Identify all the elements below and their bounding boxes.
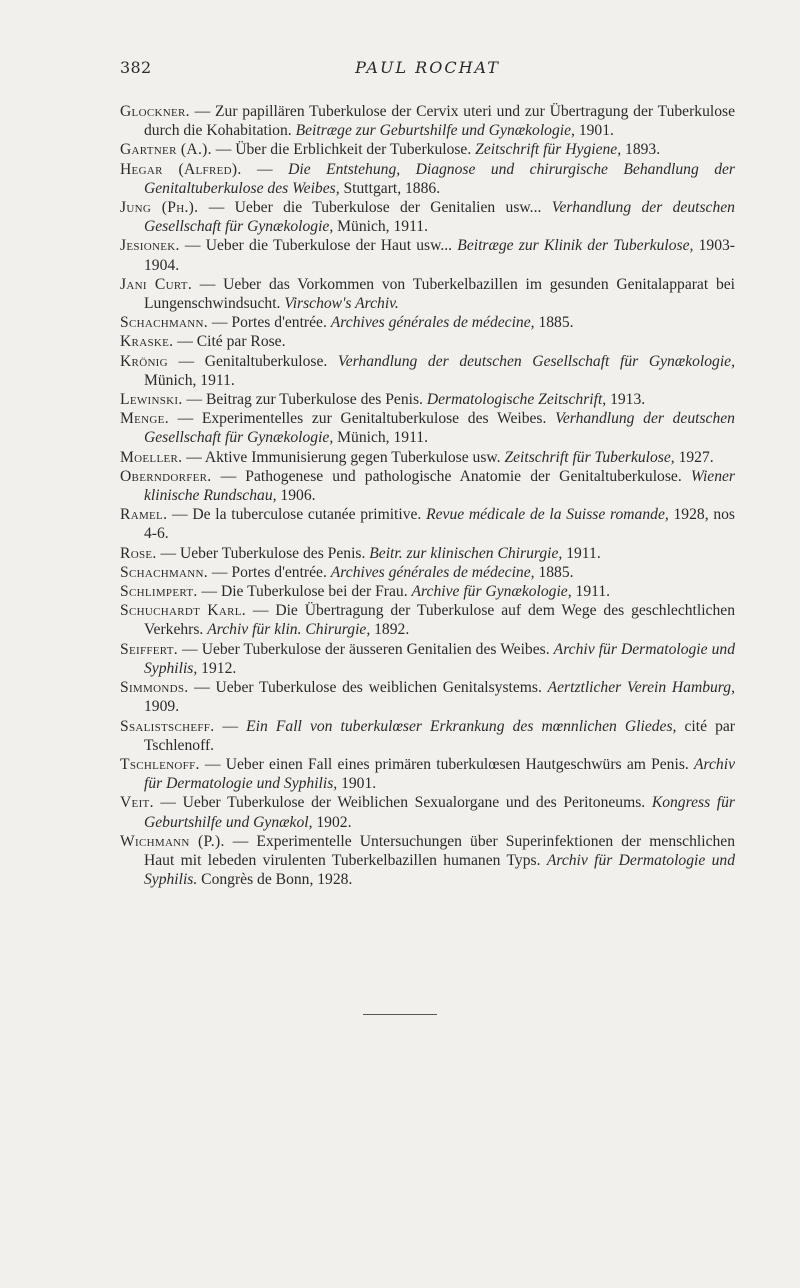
entry-details: Münich, 1911. — [144, 371, 235, 389]
bibliography-entry — [120, 160, 735, 198]
entry-source: Verhandlung der deutschen Gesellschaft für Gynækologie, — [144, 410, 735, 447]
entry-source: Archiv für Dermatologie und Syphilis, — [144, 755, 735, 793]
entry-source: Archiv für Dermatologie und Syphilis, — [144, 640, 735, 677]
entry-title: — Aktive Immunisierung gegen Tuberkulose usw. — [182, 448, 505, 466]
bibliography-entry — [120, 275, 735, 313]
entry-author: Schachmann. — [120, 563, 208, 581]
entry-title: — Portes d'entrée. — [208, 314, 331, 332]
page-header — [120, 58, 735, 82]
entry-author: Rose. — [120, 544, 157, 562]
entry-source: Wiener klinische Rundschau, — [144, 467, 735, 505]
entry-author: Menge. — [120, 410, 169, 428]
bibliography-entry — [120, 313, 735, 332]
entry-source: Archiv für klin. Chirurgie, — [207, 621, 371, 639]
entry-author: Jung (Ph.). — [120, 199, 199, 217]
bibliography-entry — [120, 505, 735, 543]
bibliography-entry — [120, 409, 735, 447]
entry-details: 1885. — [534, 314, 574, 332]
entry-details: Münich, 1911. — [333, 218, 428, 236]
entry-details: cité par Tschlenoff. — [144, 717, 736, 754]
bibliography-entry — [120, 755, 735, 793]
entry-details: 1912. — [197, 659, 237, 677]
entry-source: Archives générales de médecine, — [330, 314, 535, 332]
bibliography-entry — [120, 102, 735, 140]
entry-details: 1893. — [621, 141, 661, 159]
entry-author: Gartner (A.). — [120, 141, 212, 159]
entry-author: Moeller. — [120, 448, 183, 466]
entry-details: 1911. — [571, 583, 611, 601]
end-rule — [363, 1014, 437, 1015]
entry-details: 1901. — [337, 775, 377, 793]
entry-title: — Ueber das Vorkommen von Tuberkelbazillen im gesunden Genitalapparat bei Lungenschwindsucht. — [144, 275, 735, 313]
bibliography-entry — [120, 448, 735, 467]
bibliography-entry — [120, 544, 735, 563]
entry-author: Schlimpert. — [120, 583, 198, 601]
entry-source: Archive für Gynækologie, — [411, 583, 572, 601]
entry-source: Verhandlung der deutschen Gesellschaft für Gynækologie, — [337, 352, 735, 370]
entry-details: 1901. — [574, 122, 614, 140]
entry-title: — Ueber Tuberkulose des weiblichen Genitalsystems. — [188, 679, 548, 697]
entry-author: Seiffert. — [120, 640, 179, 658]
entry-source: Ein Fall von tuberkulœser Erkrankung des mœnnlichen Gliedes, — [246, 717, 677, 735]
entry-source: Beitræge zur Klinik der Tuberkulose, — [457, 237, 694, 255]
entry-title: — Die Übertragung der Tuberkulose auf dem Wege des geschlechtlichen Verkehrs. — [144, 602, 735, 639]
entry-title: — Die Tuberkulose bei der Frau. — [197, 583, 412, 601]
entry-details: 1911. — [562, 544, 601, 562]
entry-details: Münich, 1911. — [333, 429, 428, 447]
entry-source: Archives générales de médecine, — [330, 563, 535, 581]
entry-source: Virschow's Archiv. — [284, 295, 399, 313]
entry-title: — Experimentelles zur Genitaltuberkulose des Weibes. — [168, 410, 556, 428]
entry-details: 1892. — [370, 621, 410, 639]
entry-title: — Über die Erblichkeit der Tuberkulose. — [211, 141, 476, 159]
bibliography-entry — [120, 236, 735, 274]
entry-author: Jani Curt. — [120, 275, 193, 293]
entry-source: Aertztlicher Verein Hamburg, — [547, 679, 735, 697]
entry-author: Schuchardt Karl. — [120, 602, 246, 620]
bibliography-entry — [120, 601, 735, 639]
entry-title: — Portes d'entrée. — [208, 563, 331, 581]
entry-title: — Ueber Tuberkulose der äusseren Genitalien des Weibes. — [178, 640, 554, 658]
entry-source: Zeitschrift für Hygiene, — [475, 141, 622, 159]
bibliography-entry — [120, 793, 735, 831]
entry-title: — — [241, 160, 289, 178]
entry-source: Verhandlung der deutschen Gesellschaft für Gynækologie, — [144, 199, 735, 236]
entry-author: Kraske. — [120, 333, 174, 351]
entry-title: — — [214, 717, 247, 735]
entry-author: Jesionek. — [120, 237, 180, 255]
entry-title: — Ueber die Tuberkulose der Haut usw... — [179, 237, 458, 255]
entry-author: Wichmann (P.). — [120, 832, 225, 850]
entry-details: Congrès de Bonn, 1928. — [197, 871, 353, 889]
entry-details: 1885. — [534, 563, 574, 581]
entry-title: — Beitrag zur Tuberkulose des Penis. — [182, 391, 427, 409]
entry-details: 1913. — [606, 391, 646, 409]
entry-details: 1902. — [312, 813, 352, 831]
entry-author: Simmonds. — [120, 679, 189, 697]
entry-title: — Genitaltuberkulose. — [167, 352, 338, 370]
entry-source: Zeitschrift für Tuberkulose, — [504, 448, 675, 466]
entry-title: — Ueber Tuberkulose der Weiblichen Sexualorgane und des Peritoneums. — [153, 794, 652, 812]
entry-title: — Experimentelle Untersuchungen über Superinfektionen der menschlichen Haut mit lebeden virulenten Tuberkelbazillen humanen Typs. — [144, 832, 736, 869]
entry-author: Tschlenoff. — [120, 755, 200, 773]
entry-source: Dermatologische Zeitschrift, — [426, 391, 607, 409]
entry-author: Ramel. — [120, 506, 168, 524]
bibliography-entry — [120, 352, 735, 390]
entry-title: — Ueber die Tuberkulose der Genitalien usw... — [198, 199, 552, 217]
entry-title: — Cité par Rose. — [173, 333, 286, 351]
entry-title: — Ueber einen Fall eines primären tuberkulœsen Hautgeschwürs am Penis. — [199, 755, 694, 773]
entry-author: Oberndorfer. — [120, 467, 212, 485]
entry-author: Krönig — [120, 352, 168, 370]
bibliography-entry — [120, 678, 735, 716]
entry-details: 1927. — [674, 448, 714, 466]
entry-source: Beitræge zur Geburtshilfe und Gynækologie, — [295, 122, 575, 140]
entry-source: Revue médicale de la Suisse romande, — [426, 506, 669, 524]
bibliography-entry — [120, 390, 735, 409]
entry-source: Kongress für Geburtshilfe und Gynækol, — [144, 794, 735, 831]
entry-author: Glockner. — [120, 103, 190, 120]
entry-source: Die Entstehung, Diagnose und chirurgische Behandlung der Genitaltuberkulose des Weibes, — [144, 160, 735, 197]
entry-title: — De la tuberculose cutanée primitive. — [167, 506, 427, 524]
entry-details: 1906. — [276, 487, 316, 505]
entry-details: Stuttgart, 1886. — [339, 179, 441, 197]
bibliography-entry — [120, 582, 735, 601]
bibliography-entry — [120, 717, 735, 755]
entry-author: Veit. — [120, 794, 154, 812]
entry-author: Hegar (Alfred). — [120, 160, 242, 178]
entry-title: — Zur papillären Tuberkulose der Cervix uteri und zur Übertragung der Tuberkulose durch die Kohabitation. — [144, 103, 735, 140]
bibliography — [120, 102, 735, 889]
entry-title: — Pathogenese und pathologische Anatomie der Genitaltuberkulose. — [211, 467, 691, 485]
bibliography-entry — [120, 467, 735, 505]
bibliography-entry — [120, 198, 735, 236]
entry-details: 1928, nos 4-6. — [144, 506, 736, 543]
entry-details: 1903-1904. — [144, 237, 735, 274]
entry-source: Archiv für Dermatologie und Syphilis. — [144, 851, 735, 889]
entry-title: — Ueber Tuberkulose des Penis. — [156, 544, 370, 562]
entry-details: 1909. — [144, 698, 180, 716]
bibliography-entry — [120, 832, 735, 890]
bibliography-entry — [120, 140, 735, 159]
bibliography-entry — [120, 640, 735, 678]
bibliography-entry — [120, 332, 735, 351]
bibliography-entry — [120, 563, 735, 582]
entry-author: Lewinski. — [120, 391, 183, 409]
entry-author: Ssalistscheff. — [120, 717, 215, 735]
entry-author: Schachmann. — [120, 314, 208, 332]
page-number: 382 — [120, 58, 152, 77]
running-head: PAUL ROCHAT — [355, 58, 500, 77]
entry-source: Beitr. zur klinischen Chirurgie, — [369, 544, 563, 562]
